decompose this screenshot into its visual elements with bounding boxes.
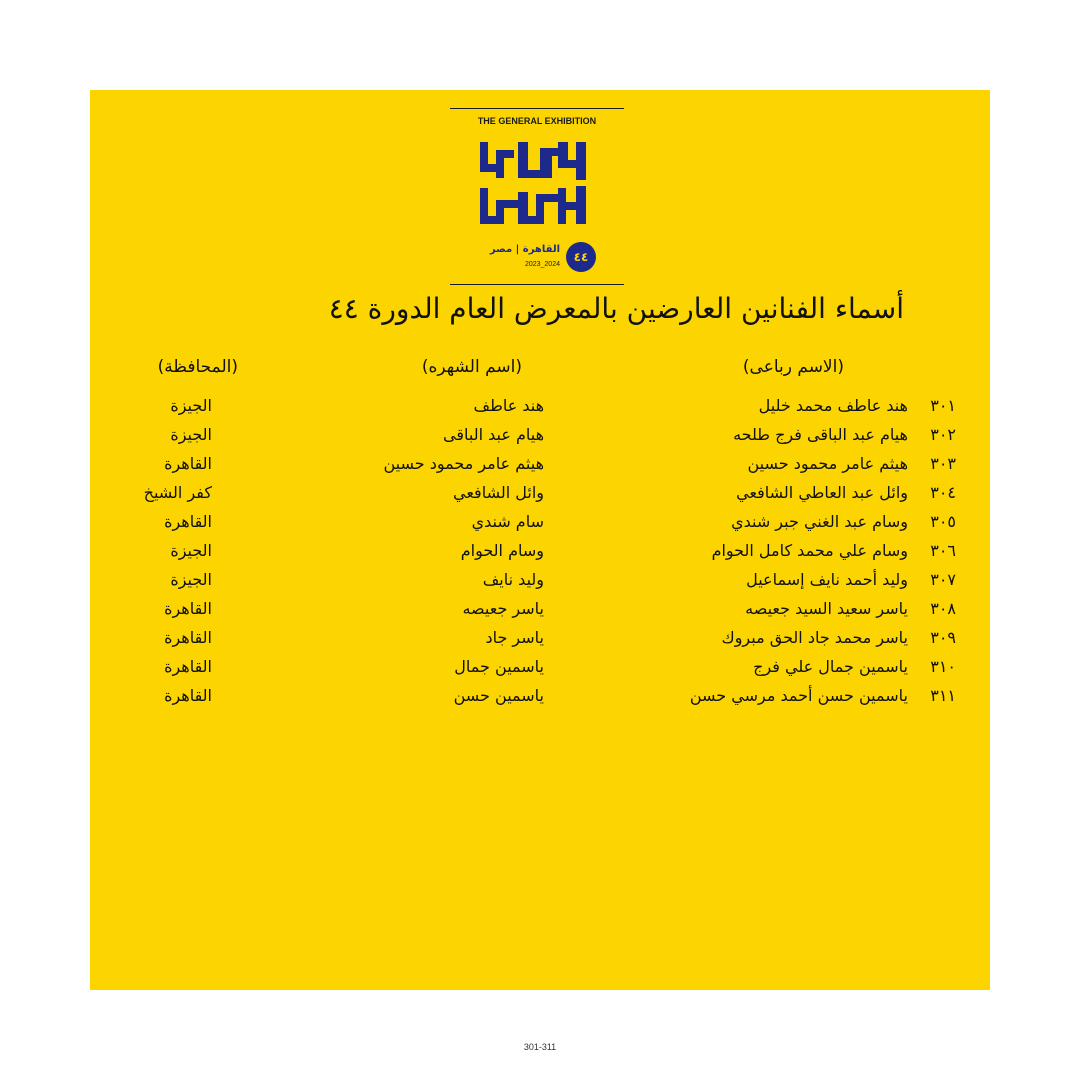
table-row bbox=[0, 624, 1080, 652]
table-row bbox=[0, 682, 1080, 710]
fame-name-cell: هيثم عامر محمود حسين bbox=[383, 454, 544, 473]
governorate-cell: القاهرة bbox=[164, 599, 212, 618]
logo-bottom-rule bbox=[450, 284, 624, 285]
row-number: ٣٠٦ bbox=[930, 541, 956, 560]
row-number: ٣٠٢ bbox=[930, 425, 956, 444]
full-name-cell: ياسر سعيد السيد جعيصه bbox=[745, 599, 908, 618]
full-name-cell: وسام عبد الغني جبر شندي bbox=[731, 512, 908, 531]
table-row bbox=[0, 508, 1080, 536]
governorate-cell: القاهرة bbox=[164, 512, 212, 531]
table-row bbox=[0, 450, 1080, 478]
full-name-cell: هند عاطف محمد خليل bbox=[758, 396, 908, 415]
fame-name-cell: ياسمين جمال bbox=[454, 657, 544, 676]
table-row bbox=[0, 421, 1080, 449]
row-number: ٣٠٤ bbox=[930, 483, 956, 502]
governorate-cell: القاهرة bbox=[164, 454, 212, 473]
row-number: ٣١٠ bbox=[930, 657, 956, 676]
row-number: ٣٠١ bbox=[930, 396, 956, 415]
column-header-full-name: (الاسم رباعى) bbox=[742, 357, 844, 377]
row-number: ٣٠٨ bbox=[930, 599, 956, 618]
logo-city-label: القاهرة | مصر bbox=[489, 244, 560, 255]
full-name-cell: هيثم عامر محمود حسين bbox=[747, 454, 908, 473]
column-header-fame-name: (اسم الشهره) bbox=[421, 357, 522, 377]
fame-name-cell: هيام عبد الباقى bbox=[443, 425, 544, 444]
row-number: ٣١١ bbox=[930, 686, 956, 705]
fame-name-cell: هند عاطف bbox=[473, 396, 544, 415]
row-number: ٣٠٧ bbox=[930, 570, 956, 589]
full-name-cell: ياسمين جمال علي فرج bbox=[753, 657, 908, 676]
table-row bbox=[0, 392, 1080, 420]
page-title: أسماء الفنانين العارضين بالمعرض العام الدورة ٤٤ bbox=[328, 292, 904, 325]
fame-name-cell: وائل الشافعي bbox=[453, 483, 544, 502]
table-row bbox=[0, 595, 1080, 623]
governorate-cell: القاهرة bbox=[164, 686, 212, 705]
governorate-cell: القاهرة bbox=[164, 657, 212, 676]
fame-name-cell: وسام الحوام bbox=[460, 541, 544, 560]
edition-badge: ٤٤ bbox=[566, 242, 596, 272]
fame-name-cell: ياسر جعيصه bbox=[462, 599, 544, 618]
governorate-cell: الجيزة bbox=[170, 425, 212, 444]
governorate-cell: القاهرة bbox=[164, 628, 212, 647]
full-name-cell: وسام علي محمد كامل الحوام bbox=[711, 541, 908, 560]
row-number: ٣٠٣ bbox=[930, 454, 956, 473]
governorate-cell: الجيزة bbox=[170, 570, 212, 589]
page-range-footer: 301-311 bbox=[523, 1042, 557, 1052]
column-header-governorate: (المحافظة) bbox=[157, 357, 238, 377]
fame-name-cell: ياسر جاد bbox=[485, 628, 544, 647]
logo-top-rule bbox=[450, 108, 624, 109]
exhibition-logo bbox=[450, 108, 624, 288]
governorate-cell: الجيزة bbox=[170, 541, 212, 560]
governorate-cell: كفر الشيخ bbox=[143, 483, 212, 502]
full-name-cell: هيام عبد الباقى فرج طلحه bbox=[733, 425, 908, 444]
fame-name-cell: ياسمين حسن bbox=[453, 686, 544, 705]
governorate-cell: الجيزة bbox=[170, 396, 212, 415]
table-row bbox=[0, 653, 1080, 681]
full-name-cell: ياسر محمد جاد الحق مبروك bbox=[721, 628, 908, 647]
row-number: ٣٠٩ bbox=[930, 628, 956, 647]
fame-name-cell: سام شندي bbox=[471, 512, 544, 531]
table-row bbox=[0, 479, 1080, 507]
full-name-cell: ياسمين حسن أحمد مرسي حسن bbox=[689, 686, 908, 705]
full-name-cell: وليد أحمد نايف إسماعيل bbox=[746, 570, 908, 589]
fame-name-cell: وليد نايف bbox=[482, 570, 544, 589]
full-name-cell: وائل عبد العاطي الشافعي bbox=[736, 483, 908, 502]
table-row bbox=[0, 537, 1080, 565]
logo-english-title: THE GENERAL EXHIBITION bbox=[477, 116, 597, 126]
row-number: ٣٠٥ bbox=[930, 512, 956, 531]
logo-years-label: 2023_2024 bbox=[524, 261, 560, 268]
table-row bbox=[0, 566, 1080, 594]
arabic-kufic-logo-icon bbox=[478, 142, 590, 226]
